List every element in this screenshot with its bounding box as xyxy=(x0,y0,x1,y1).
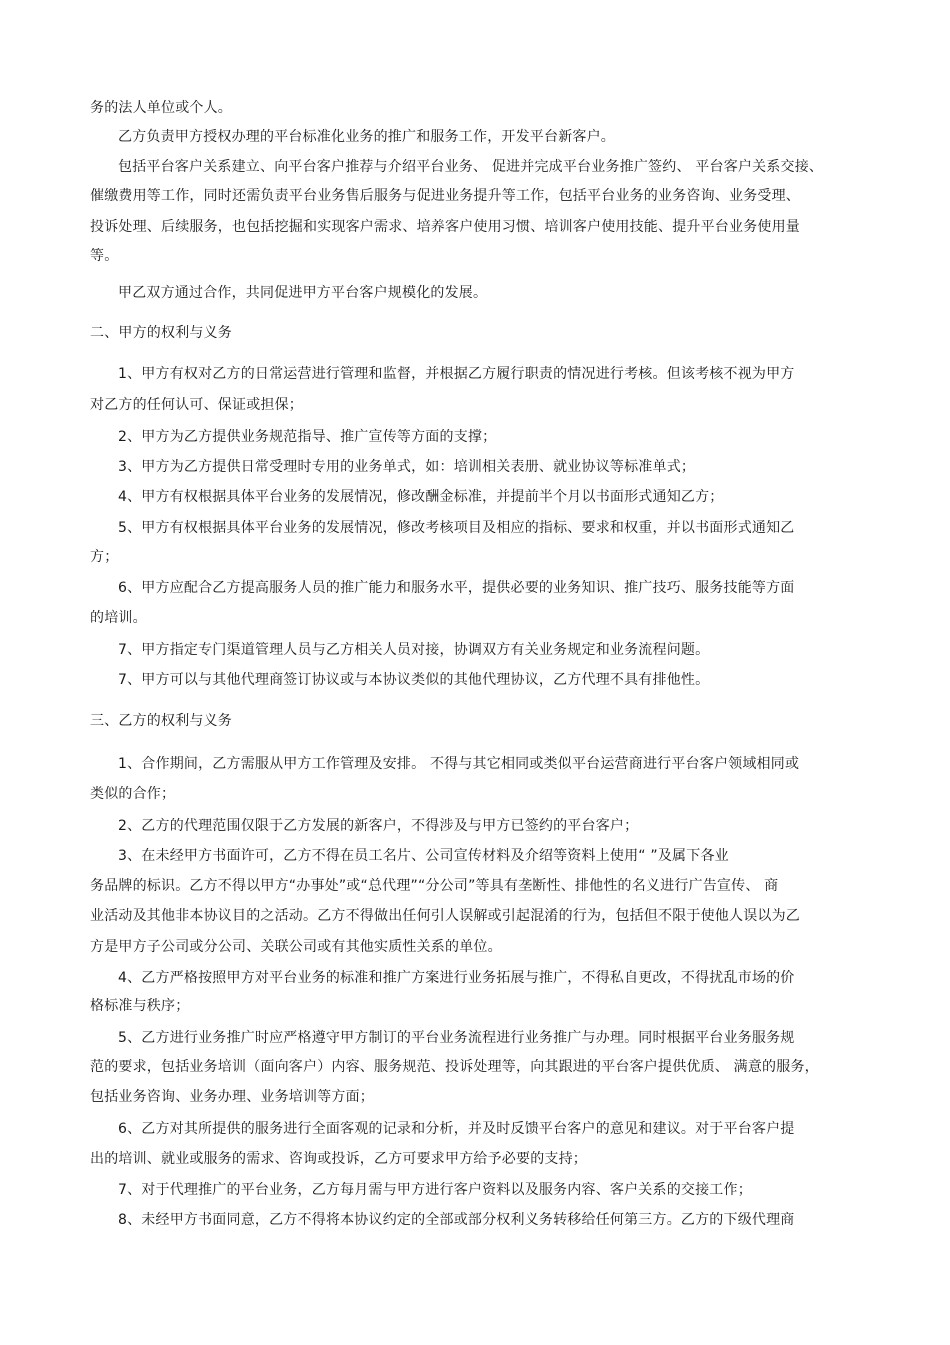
text-line: 6、甲方应配合乙方提高服务人员的推广能力和服务水平，提供必要的业务知识、推广技巧、服务技能等方面 xyxy=(118,580,795,596)
text-line: 4、乙方严格按照甲方对平台业务的标准和推广方案进行业务拓展与推广，不得私自更改，不得扰乱市场的价 xyxy=(118,970,795,986)
text-line: 的培训。 xyxy=(90,610,147,626)
text-line: 业活动及其他非本协议目的之活动。乙方不得做出任何引人误解或引起混淆的行为，包括但不限于使他人误以为乙 xyxy=(90,908,800,924)
text-line: 甲乙双方通过合作，共同促进甲方平台客户规模化的发展。 xyxy=(118,285,488,301)
text-line: 3、甲方为乙方提供日常受理时专用的业务单式，如：培训相关表册、就业协议等标准单式； xyxy=(118,459,696,475)
text-line: 乙方负责甲方授权办理的平台标准化业务的推广和服务工作，开发平台新客户。 xyxy=(118,129,615,145)
text-line: 范的要求，包括业务培训（面向客户）内容、服务规范、投诉处理等，向其跟进的平台客户提供优质、 满意的服务， xyxy=(90,1059,819,1075)
text-line: 5、甲方有权根据具体平台业务的发展情况，修改考核项目及相应的指标、要求和权重，并以书面形式通知乙 xyxy=(118,520,795,536)
text-line: 2、乙方的代理范围仅限于乙方发展的新客户，不得涉及与甲方已签约的平台客户； xyxy=(118,818,639,834)
text-line: 务品牌的标识。乙方不得以甲方“办事处”或“总代理”“分公司”等具有垄断性、排他性的名义进行广告宣传、 商 xyxy=(90,878,779,894)
text-line: 等。 xyxy=(90,248,119,264)
text-line: 5、乙方进行业务推广时应严格遵守甲方制订的平台业务流程进行业务推广与办理。同时根据平台业务服务规 xyxy=(118,1030,795,1046)
text-line: 7、甲方可以与其他代理商签订协议或与本协议类似的其他代理协议，乙方代理不具有排他性。 xyxy=(118,672,710,688)
text-line: 类似的合作； xyxy=(90,786,176,802)
text-line: 4、甲方有权根据具体平台业务的发展情况，修改酬金标准，并提前半个月以书面形式通知乙方； xyxy=(118,489,724,505)
text-line: 2、甲方为乙方提供业务规范指导、推广宣传等方面的支撑； xyxy=(118,429,497,445)
text-line: 方是甲方子公司或分公司、关联公司或有其他实质性关系的单位。 xyxy=(90,939,502,955)
text-line: 对乙方的任何认可、保证或担保； xyxy=(90,397,303,413)
text-line: 方； xyxy=(90,549,119,565)
text-line: 包括平台客户关系建立、向平台客户推荐与介绍平台业务、 促进并完成平台业务推广签约、 平台客户关系交接、 xyxy=(118,159,824,175)
text-line: 格标准与秩序； xyxy=(90,998,190,1014)
text-line: 1、合作期间，乙方需服从甲方工作管理及安排。 不得与其它相同或类似平台运营商进行平台客户领域相同或 xyxy=(118,756,800,772)
text-line: 务的法人单位或个人。 xyxy=(90,100,232,116)
text-line: 8、未经甲方书面同意，乙方不得将本协议约定的全部或部分权利义务转移给任何第三方。乙方的下级代理商 xyxy=(118,1212,795,1228)
text-line: 1、甲方有权对乙方的日常运营进行管理和监督，并根据乙方履行职责的情况进行考核。但该考核不视为甲方 xyxy=(118,366,795,382)
text-line: 7、对于代理推广的平台业务，乙方每月需与甲方进行客户资料以及服务内容、客户关系的交接工作； xyxy=(118,1182,752,1198)
text-line: 催缴费用等工作，同时还需负责平台业务售后服务与促进业务提升等工作，包括平台业务的业务咨询、业务受理、 xyxy=(90,188,800,204)
text-line: 出的培训、就业或服务的需求、咨询或投诉，乙方可要求甲方给予必要的支持； xyxy=(90,1151,587,1167)
text-line: 投诉处理、后续服务，也包括挖掘和实现客户需求、培养客户使用习惯、培训客户使用技能、提升平台业务使用量 xyxy=(90,219,800,235)
text-line: 6、乙方对其所提供的服务进行全面客观的记录和分析，并及时反馈平台客户的意见和建议。对于平台客户提 xyxy=(118,1121,795,1137)
section-heading: 二、甲方的权利与义务 xyxy=(90,325,232,341)
section-heading: 三、乙方的权利与义务 xyxy=(90,713,232,729)
text-line: 7、甲方指定专门渠道管理人员与乙方相关人员对接，协调双方有关业务规定和业务流程问题。 xyxy=(118,642,710,658)
text-line: 3、在未经甲方书面许可，乙方不得在员工名片、公司宣传材料及介绍等资料上使用“ ”及属下各业 xyxy=(118,848,729,864)
text-line: 包括业务咨询、业务办理、业务培训等方面； xyxy=(90,1089,374,1105)
